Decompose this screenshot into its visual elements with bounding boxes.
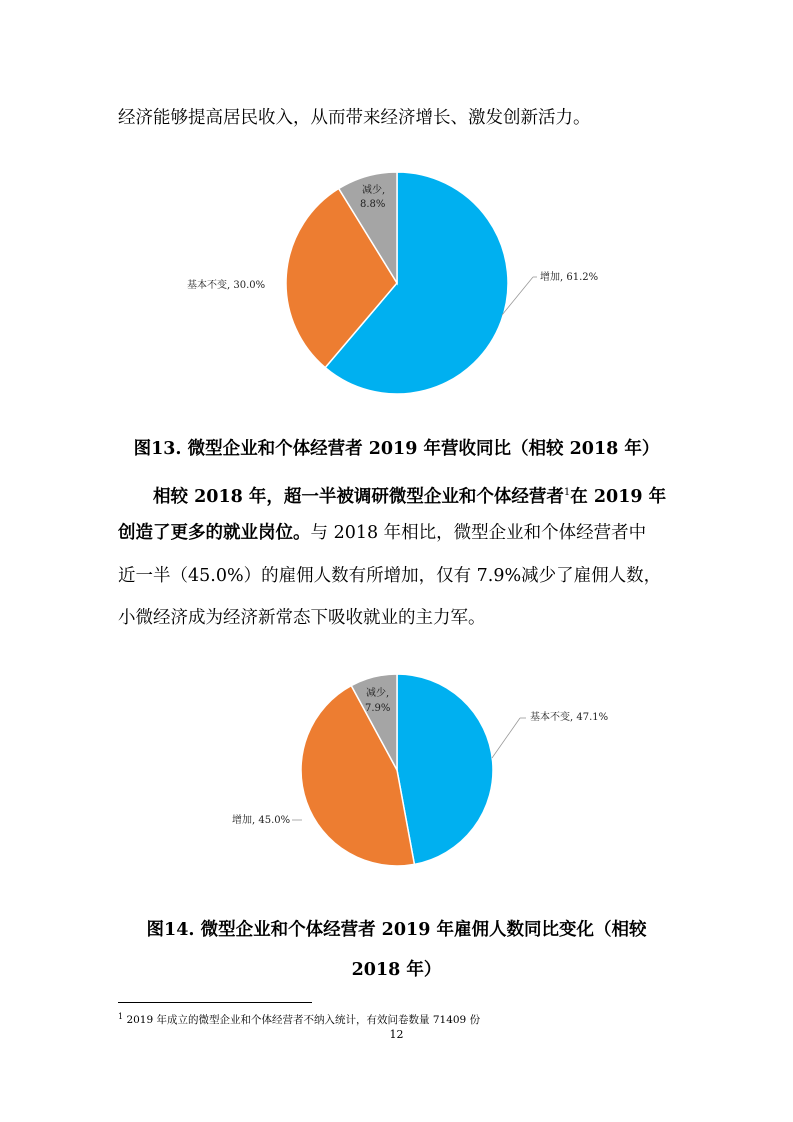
- data-label-decrease-value: 8.8%: [360, 199, 386, 210]
- data-label-unchanged: 基本不变, 30.0%: [187, 280, 266, 291]
- text: 与 2018 年相比，微型企业和个体经营者中: [310, 523, 647, 543]
- data-label-decrease: 减少,: [362, 185, 386, 196]
- bold-text: 相较 2018 年，超一半被调研微型企业和个体经营者: [153, 487, 564, 507]
- paragraph-line: 近一半（45.0%）的雇佣人数有所增加，仅有 7.9%减少了雇佣人数，: [118, 566, 662, 586]
- data-label-increase: 增加, 61.2%: [540, 272, 599, 283]
- figure-caption-14: 图14. 微型企业和个体经营者 2019 年雇佣人数同比变化（相较: [146, 920, 647, 940]
- bold-text: 创造了更多的就业岗位。: [118, 523, 311, 543]
- footnote-divider: [118, 1002, 312, 1003]
- figure-caption-14-cont: 2018 年）: [351, 960, 442, 980]
- figure-caption-13: 图13. 微型企业和个体经营者 2019 年营收同比（相较 2018 年）: [133, 439, 660, 459]
- leader-line: [492, 718, 520, 758]
- footnote-text: 2019 年成立的微型企业和个体经营者不纳入统计，有效问卷数量 71409 份: [126, 1014, 481, 1026]
- data-label-decrease-value: 7.9%: [365, 703, 391, 714]
- footnote: [118, 1010, 480, 1027]
- footnote-mark: 1: [118, 1012, 124, 1021]
- footnote-ref[interactable]: 1: [563, 487, 571, 498]
- paragraph-line: 经济能够提高居民收入，从而带来经济增长、激发创新活力。: [118, 108, 591, 128]
- data-label-increase: 增加, 45.0%: [232, 815, 291, 826]
- bold-text: 在 2019 年: [570, 487, 667, 507]
- data-label-decrease: 减少,: [366, 688, 390, 699]
- pie-slice-unchanged: [397, 674, 493, 864]
- page-number: 12: [389, 1028, 404, 1041]
- data-label-unchanged: 基本不变, 47.1%: [530, 712, 609, 723]
- paragraph-line: 小微经济成为经济新常态下吸收就业的主力军。: [118, 608, 486, 628]
